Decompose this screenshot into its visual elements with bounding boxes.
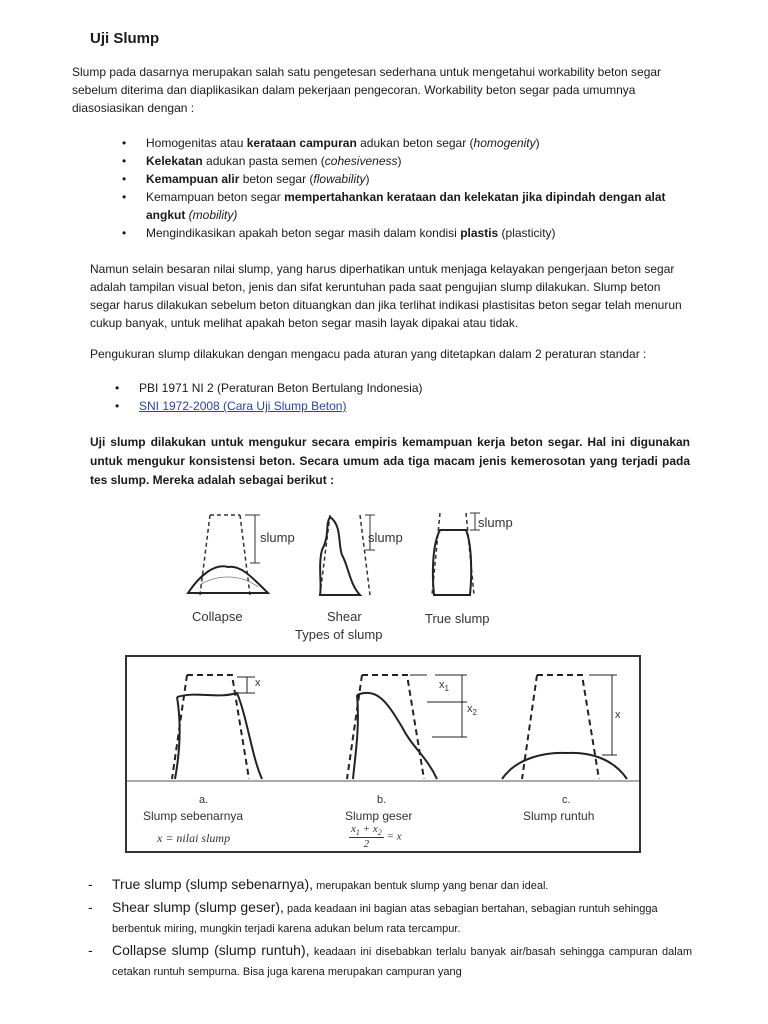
list-item: • Kelekatan adukan pasta semen (cohesiveness) bbox=[122, 152, 682, 170]
standards-list bbox=[115, 379, 675, 415]
label-x: x bbox=[615, 709, 621, 721]
label-true-slump: True slump bbox=[425, 611, 490, 626]
slump-definitions bbox=[88, 876, 692, 985]
formula-a: x = nilai slump bbox=[157, 831, 231, 845]
label-slump: slump bbox=[478, 515, 513, 530]
workability-list bbox=[122, 134, 682, 242]
list-item: • PBI 1971 NI 2 (Peraturan Beton Bertulang Indonesia) bbox=[115, 379, 675, 397]
list-item: - True slump (slump sebenarnya), merupakan bentuk slump yang benar dan ideal. bbox=[88, 876, 692, 896]
list-item: • Mengindikasikan apakah beton segar masih dalam kondisi plastis (plasticity) bbox=[122, 224, 682, 242]
label-c: c. bbox=[562, 794, 571, 806]
list-item: - Shear slump (slump geser), pada keadaan ini bagian atas sebagian bertahan, sebagian runtuh sehingga berbentuk miring, mungkin terjadi karena adukan belum rata tercampur. bbox=[88, 899, 692, 939]
list-item[interactable] bbox=[115, 397, 675, 415]
label-x1: $x_1$ bbox=[439, 679, 449, 694]
label-x: x bbox=[255, 677, 261, 689]
types-of-slump-figure bbox=[170, 505, 530, 645]
sni-link[interactable]: SNI 1972-2008 (Cara Uji Slump Beton) bbox=[139, 399, 347, 413]
formula-b: $\frac{x_1 + x_2}{2}$ = x bbox=[351, 823, 402, 851]
slump-comparison-figure bbox=[125, 655, 641, 853]
list-item: • Homogenitas atau kerataan campuran adukan beton segar (homogenity) bbox=[122, 134, 682, 152]
label-collapse: Collapse bbox=[192, 609, 243, 624]
label-slump-sebenarnya: Slump sebenarnya bbox=[143, 809, 244, 823]
intro-paragraph: Slump pada dasarnya merupakan salah satu pengetesan sederhana untuk mengetahui workability beton segar sebelum diterima dan diaplikasikan dalam pekerjaan pengecoran. Workability beton segar pada umumnya diasosiasikan dengan : bbox=[72, 65, 662, 115]
label-slump-runtuh: Slump runtuh bbox=[523, 809, 595, 823]
label-slump: slump bbox=[260, 530, 295, 545]
label-shear: Shear bbox=[327, 609, 362, 624]
page-title: Uji Slump bbox=[90, 30, 160, 47]
list-item: • Kemampuan beton segar mempertahankan kerataan dan kelekatan jika dipindah dengan alat angkut (mobility) bbox=[122, 188, 682, 224]
paragraph-standards: Pengukuran slump dilakukan dengan mengacu pada aturan yang ditetapkan dalam 2 peraturan standar : bbox=[90, 347, 647, 361]
paragraph-visual: Namun selain besaran nilai slump, yang harus diperhatikan untuk menjaga kelayakan pengerjaan beton segar adalah tampilan visual beton, jenis dan sifat keruntuhan pada saat pengujian slump dilakukan. Slump beton segar harus dilakukan sebelum beton dituangkan dan jika terlihat indikasi plastisitas beton segar telah menurun cukup banyak, untuk melihat apakah beton segar masih layak dipakai atau tidak. bbox=[90, 262, 682, 330]
label-b: b. bbox=[377, 794, 387, 806]
label-x2: $x_2$ bbox=[467, 703, 477, 718]
label-slump-geser: Slump geser bbox=[345, 809, 413, 823]
label-a: a. bbox=[199, 794, 209, 806]
label-slump: slump bbox=[368, 530, 403, 545]
list-item: - Collapse slump (slump runtuh), keadaan ini disebabkan terlalu banyak air/basah sehingga campuran dalam cetakan runtuh sempurna. Bisa juga karena merupakan campuran yang bbox=[88, 942, 692, 982]
paragraph-slump-types: Uji slump dilakukan untuk mengukur secara empiris kemampuan kerja beton segar. Hal ini digunakan untuk mengukur konsistensi beton. Secara umum ada tiga macam jenis kemerosotan yang terjadi pada tes slump. Mereka adalah sebagai berikut : bbox=[90, 435, 690, 487]
figure-caption: Types of slump bbox=[295, 627, 383, 642]
list-item: • Kemampuan alir beton segar (flowability) bbox=[122, 170, 682, 188]
